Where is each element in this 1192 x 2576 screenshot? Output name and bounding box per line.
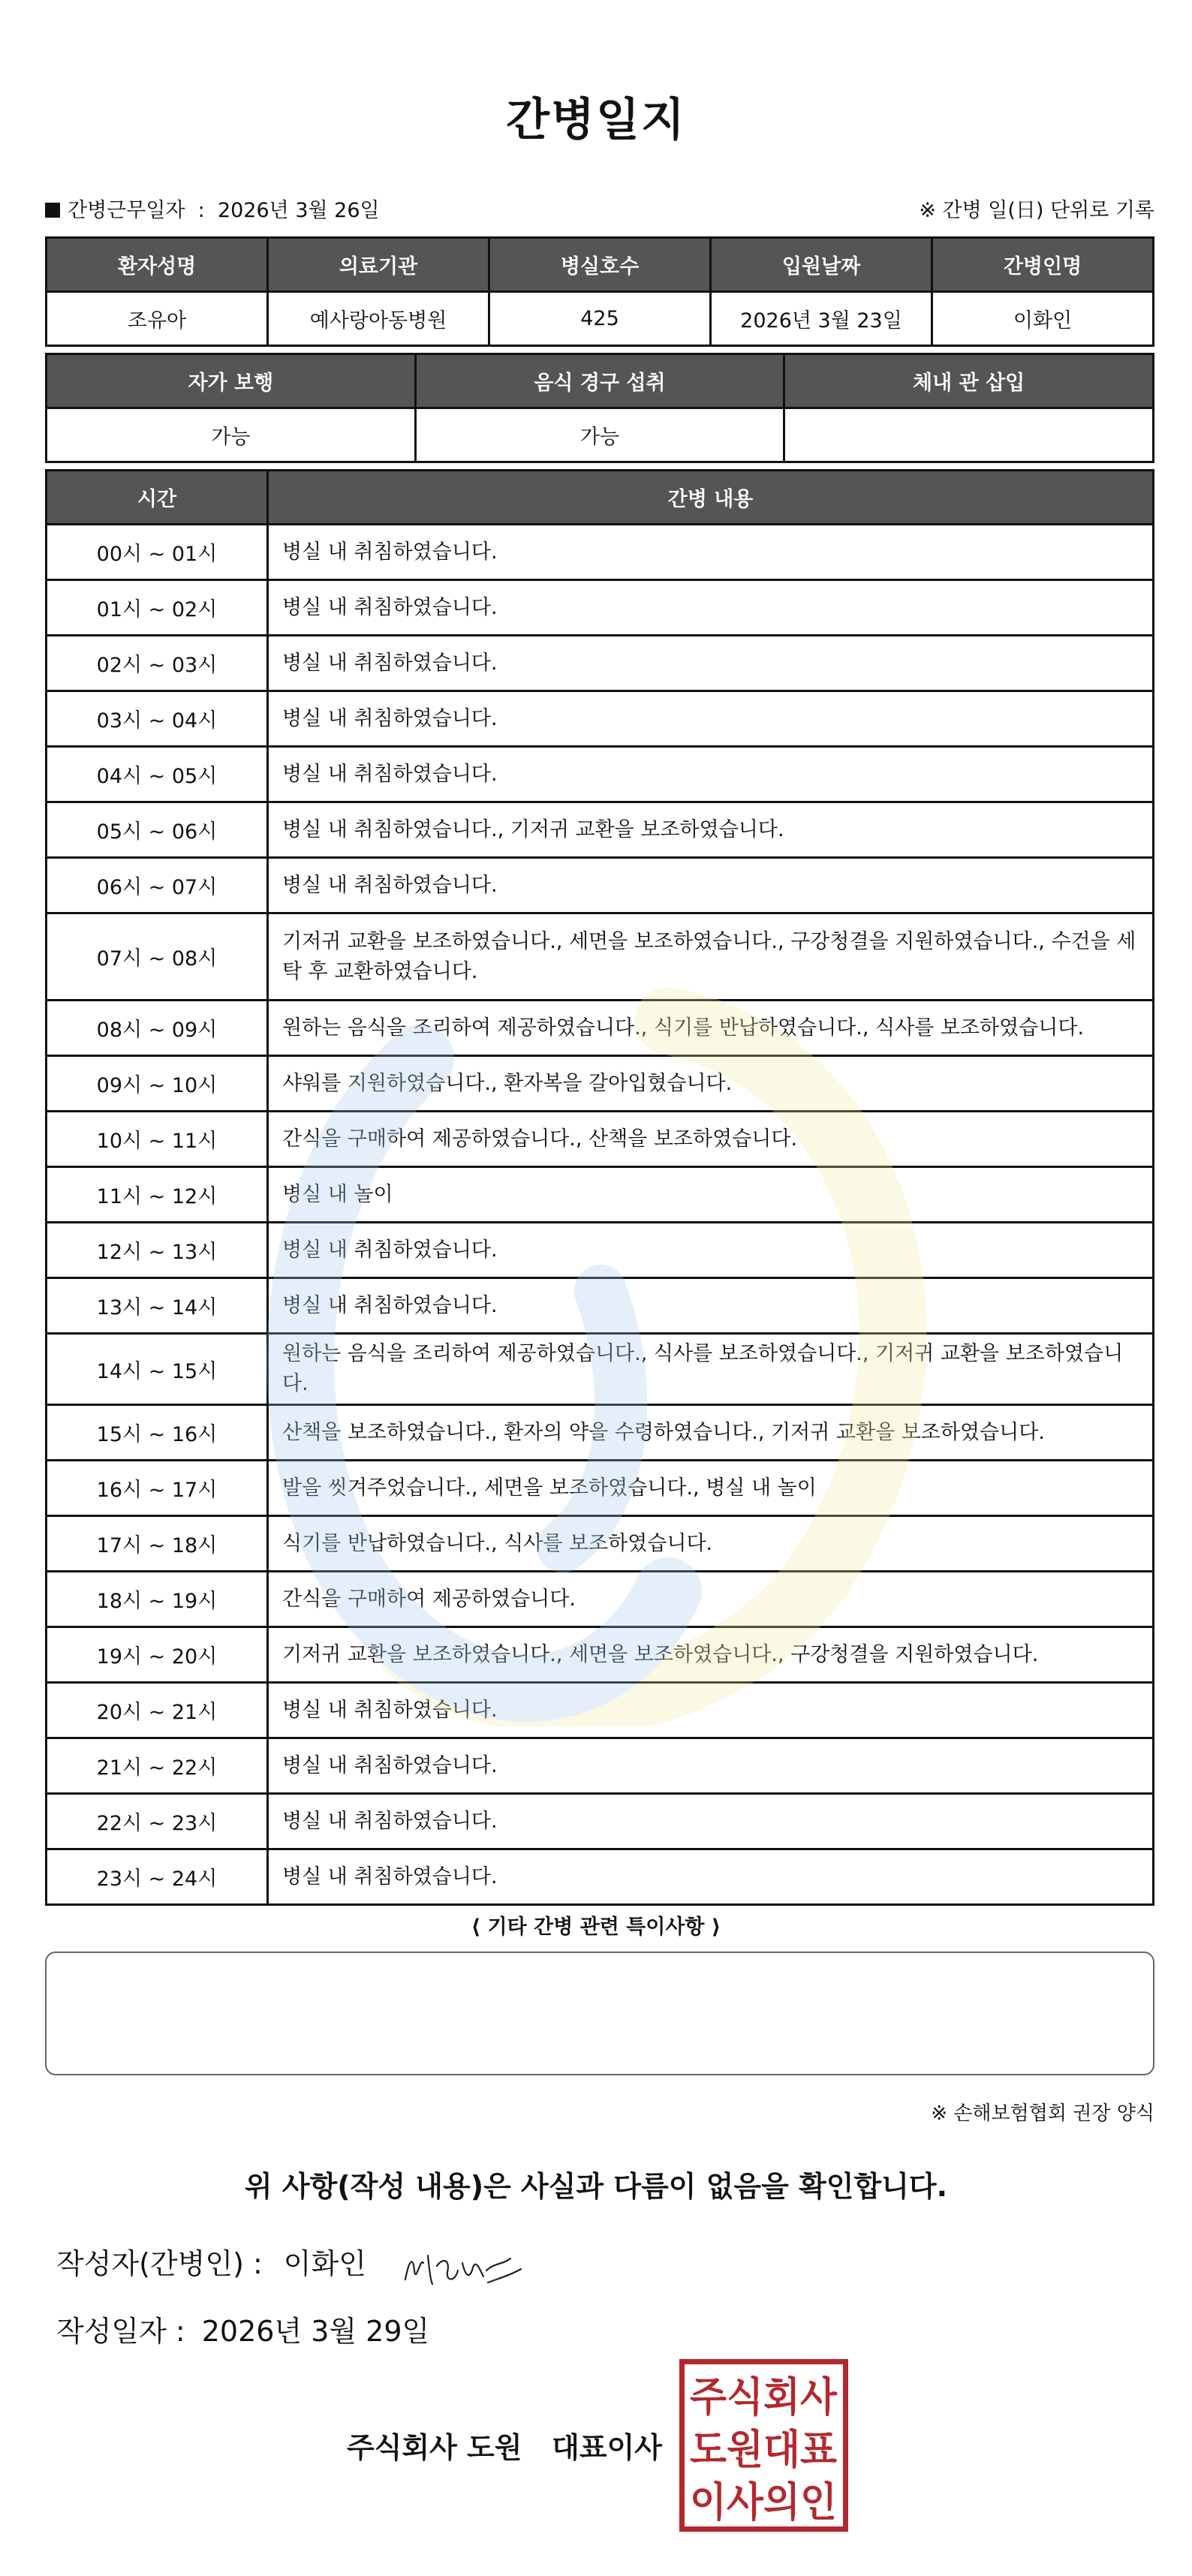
time-cell: 22시 ~ 23시 bbox=[47, 1794, 268, 1849]
time-cell: 06시 ~ 07시 bbox=[47, 858, 268, 913]
table-row bbox=[47, 1112, 1154, 1167]
time-cell: 13시 ~ 14시 bbox=[47, 1278, 268, 1334]
care-content-cell: 병실 내 취침하였습니다. bbox=[268, 1849, 1154, 1905]
care-content-cell: 기저귀 교환을 보조하였습니다., 세면을 보조하였습니다., 구강청결을 지원하였습니다., 수건을 세탁 후 교환하였습니다. bbox=[268, 913, 1154, 1001]
table-row bbox=[47, 525, 1154, 580]
tube-insertion-value bbox=[784, 408, 1154, 462]
care-content-cell: 병실 내 취침하였습니다. bbox=[268, 525, 1154, 580]
care-content-cell: 산책을 보조하였습니다., 환자의 약을 수령하였습니다., 기저귀 교환을 보조하였습니다. bbox=[268, 1405, 1154, 1461]
time-cell: 04시 ~ 05시 bbox=[47, 747, 268, 802]
care-content-cell: 샤워를 지원하였습니다., 환자복을 갈아입혔습니다. bbox=[268, 1056, 1154, 1112]
time-cell: 12시 ~ 13시 bbox=[47, 1223, 268, 1278]
table-row bbox=[47, 1627, 1154, 1683]
time-cell: 14시 ~ 15시 bbox=[47, 1334, 268, 1405]
table-row bbox=[47, 1794, 1154, 1849]
time-cell: 01시 ~ 02시 bbox=[47, 580, 268, 636]
time-cell: 00시 ~ 01시 bbox=[47, 525, 268, 580]
time-cell: 20시 ~ 21시 bbox=[47, 1683, 268, 1738]
square-bullet-icon bbox=[45, 203, 60, 218]
patient-info-table bbox=[45, 236, 1154, 347]
page-title: 간병일지 bbox=[506, 94, 686, 146]
table-row bbox=[47, 1278, 1154, 1334]
notes-box bbox=[45, 1952, 1154, 2075]
time-cell: 11시 ~ 12시 bbox=[47, 1167, 268, 1223]
care-content-cell: 병실 내 취침하였습니다. bbox=[268, 580, 1154, 636]
hospital-name: 예사랑아동병원 bbox=[268, 292, 489, 346]
work-date-label: 간병근무일자 bbox=[68, 199, 185, 222]
table-row bbox=[47, 747, 1154, 802]
care-content-cell: 병실 내 취침하였습니다. bbox=[268, 1278, 1154, 1334]
header-self-walking: 자가 보행 bbox=[47, 354, 416, 408]
seal-line-2: 도원대표 bbox=[690, 2426, 837, 2473]
written-date-line bbox=[56, 2308, 429, 2349]
care-content-cell: 병실 내 취침하였습니다. bbox=[268, 1683, 1154, 1738]
notes-title: ⟨ 기타 간병 관련 특이사항 ⟩ bbox=[471, 1915, 721, 1939]
table-row bbox=[47, 1572, 1154, 1627]
table-row bbox=[47, 1461, 1154, 1516]
header-room: 병실호수 bbox=[489, 238, 711, 292]
time-cell: 09시 ~ 10시 bbox=[47, 1056, 268, 1112]
written-date-label: 작성일자 : bbox=[56, 2315, 185, 2348]
care-content-cell: 병실 내 취침하였습니다. bbox=[268, 1223, 1154, 1278]
patient-ability-table bbox=[45, 353, 1154, 463]
header-admission-date: 입원날짜 bbox=[711, 238, 932, 292]
table-row bbox=[47, 1334, 1154, 1405]
header-caregiver: 간병인명 bbox=[932, 238, 1154, 292]
time-cell: 03시 ~ 04시 bbox=[47, 691, 268, 747]
table-row bbox=[47, 1223, 1154, 1278]
time-cell: 15시 ~ 16시 bbox=[47, 1405, 268, 1461]
oral-intake-value: 가능 bbox=[415, 408, 784, 462]
time-cell: 02시 ~ 03시 bbox=[47, 636, 268, 691]
care-content-cell: 병실 내 취침하였습니다. bbox=[268, 1738, 1154, 1794]
room-number: 425 bbox=[489, 292, 711, 346]
time-cell: 23시 ~ 24시 bbox=[47, 1849, 268, 1905]
time-cell: 17시 ~ 18시 bbox=[47, 1516, 268, 1572]
table-row bbox=[47, 1683, 1154, 1738]
record-unit-note: ※ 간병 일(日) 단위로 기록 bbox=[919, 199, 1154, 222]
table-row bbox=[47, 1167, 1154, 1223]
table-row bbox=[47, 580, 1154, 636]
signature bbox=[398, 2240, 525, 2293]
header-tube-insertion: 체내 관 삽입 bbox=[784, 354, 1154, 408]
care-log-table bbox=[45, 469, 1154, 1906]
patient-name: 조유아 bbox=[47, 292, 268, 346]
work-date bbox=[45, 194, 380, 223]
confirmation-statement: 위 사항(작성 내용)은 사실과 다름이 없음을 확인합니다. bbox=[244, 2170, 948, 2203]
seal-line-1: 주식회사 bbox=[690, 2373, 838, 2421]
time-cell: 19시 ~ 20시 bbox=[47, 1627, 268, 1683]
writer-label: 작성자(간병인) : bbox=[56, 2247, 263, 2280]
care-content-cell: 병실 내 취침하였습니다. bbox=[268, 747, 1154, 802]
admission-date: 2026년 3월 23일 bbox=[711, 292, 932, 346]
care-content-cell: 병실 내 취침하였습니다. bbox=[268, 1794, 1154, 1849]
header-time: 시간 bbox=[47, 471, 268, 525]
work-date-value: 2026년 3월 26일 bbox=[217, 199, 380, 222]
care-content-cell: 원하는 음식을 조리하여 제공하였습니다., 식사를 보조하였습니다., 기저귀 교환을 보조하였습니다. bbox=[268, 1334, 1154, 1405]
care-content-cell: 간식을 구매하여 제공하였습니다., 산책을 보조하였습니다. bbox=[268, 1112, 1154, 1167]
company-seal bbox=[679, 2359, 848, 2532]
self-walking-value: 가능 bbox=[47, 408, 416, 462]
work-date-sep: : bbox=[197, 199, 205, 222]
header-hospital: 의료기관 bbox=[268, 238, 489, 292]
care-content-cell: 기저귀 교환을 보조하였습니다., 세면을 보조하였습니다., 구강청결을 지원하였습니다. bbox=[268, 1627, 1154, 1683]
table-row bbox=[47, 1516, 1154, 1572]
table-row bbox=[47, 636, 1154, 691]
header-patient-name: 환자성명 bbox=[47, 238, 268, 292]
care-content-cell: 병실 내 취침하였습니다. bbox=[268, 636, 1154, 691]
table-row bbox=[47, 1001, 1154, 1056]
table-row bbox=[47, 858, 1154, 913]
company-representative: 주식회사 도원 대표이사 bbox=[347, 2431, 662, 2464]
seal-graphic bbox=[685, 2364, 843, 2526]
header-care-content: 간병 내용 bbox=[268, 471, 1154, 525]
table-row bbox=[47, 691, 1154, 747]
recommendation-note: ※ 손해보험협회 권장 양식 bbox=[931, 2102, 1154, 2125]
table-row bbox=[47, 802, 1154, 858]
table-row bbox=[47, 1056, 1154, 1112]
care-content-cell: 간식을 구매하여 제공하였습니다. bbox=[268, 1572, 1154, 1627]
writer-name: 이화인 bbox=[283, 2247, 366, 2280]
time-cell: 07시 ~ 08시 bbox=[47, 913, 268, 1001]
table-row bbox=[47, 913, 1154, 1001]
table-row bbox=[47, 1738, 1154, 1794]
care-content-cell: 병실 내 취침하였습니다. bbox=[268, 691, 1154, 747]
header-oral-intake: 음식 경구 섭취 bbox=[415, 354, 784, 408]
written-date-value: 2026년 3월 29일 bbox=[201, 2315, 430, 2348]
time-cell: 18시 ~ 19시 bbox=[47, 1572, 268, 1627]
time-cell: 21시 ~ 22시 bbox=[47, 1738, 268, 1794]
table-row bbox=[47, 1849, 1154, 1905]
time-cell: 10시 ~ 11시 bbox=[47, 1112, 268, 1167]
care-content-cell: 발을 씻겨주었습니다., 세면을 보조하였습니다., 병실 내 놀이 bbox=[268, 1461, 1154, 1516]
care-content-cell: 원하는 음식을 조리하여 제공하였습니다., 식기를 반납하였습니다., 식사를 보조하였습니다. bbox=[268, 1001, 1154, 1056]
time-cell: 08시 ~ 09시 bbox=[47, 1001, 268, 1056]
care-content-cell: 식기를 반납하였습니다., 식사를 보조하였습니다. bbox=[268, 1516, 1154, 1572]
meta-row bbox=[45, 194, 1154, 224]
table-row bbox=[47, 1405, 1154, 1461]
caregiver-name: 이화인 bbox=[932, 292, 1154, 346]
care-content-cell: 병실 내 놀이 bbox=[268, 1167, 1154, 1223]
care-content-cell: 병실 내 취침하였습니다., 기저귀 교환을 보조하였습니다. bbox=[268, 802, 1154, 858]
care-content-cell: 병실 내 취침하였습니다. bbox=[268, 858, 1154, 913]
time-cell: 05시 ~ 06시 bbox=[47, 802, 268, 858]
time-cell: 16시 ~ 17시 bbox=[47, 1461, 268, 1516]
seal-line-3: 이사의인 bbox=[690, 2478, 837, 2526]
writer-line bbox=[56, 2240, 366, 2282]
